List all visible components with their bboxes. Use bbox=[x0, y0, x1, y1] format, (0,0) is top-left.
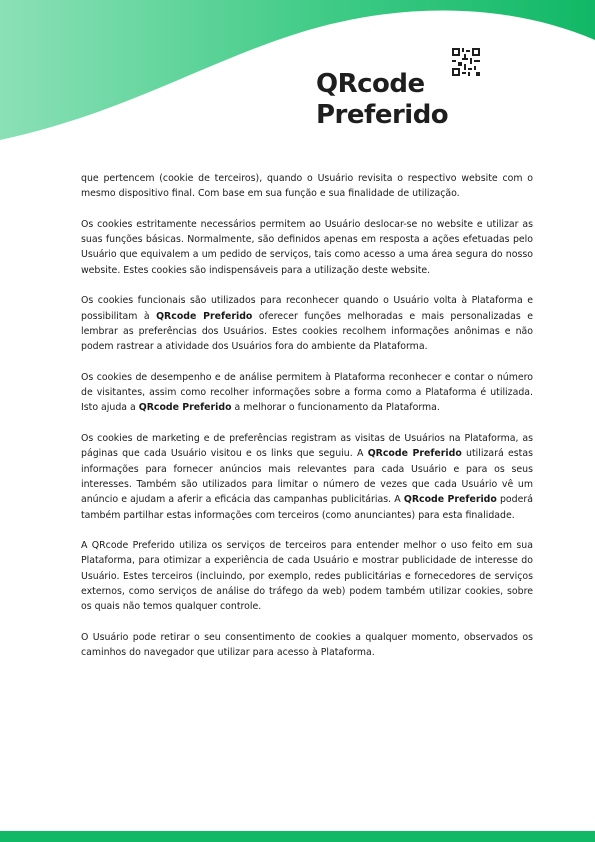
brand-name-text: QRcode Preferido bbox=[367, 448, 462, 460]
paragraph-text: A QRcode Preferido utiliza os serviços de terceiros para entender melhor o uso feito em sua Plataforma, para otimizar a experiência de cada Usuário e mostrar publicidade de interesse do Usuário. Estes terceiros (incluindo, por exemplo, redes publicitárias e fornecedores de serviços externos, como serviços de análise do tráfego da web) podem também utilizar cookies, sobre os quais não temos qualquer controle. bbox=[81, 540, 533, 613]
body-paragraph bbox=[81, 630, 533, 661]
logo-text-line2: Preferido bbox=[316, 100, 449, 130]
body-paragraph bbox=[81, 370, 533, 416]
paragraph-text: que pertencem (cookie de terceiros), quando o Usuário revisita o respectivo website com o mesmo dispositivo final. Com base em sua função e sua finalidade de utilização. bbox=[81, 173, 533, 200]
brand-name-text: QRcode Preferido bbox=[138, 402, 232, 414]
body-paragraph bbox=[81, 217, 533, 278]
footer-bar bbox=[0, 831, 595, 842]
paragraph-text: poderá também partilhar estas informações com terceiros (como anunciantes) para esta finalidade. bbox=[81, 494, 533, 521]
header-wave-decoration bbox=[0, 0, 595, 150]
paragraph-text: a melhorar o funcionamento da Plataforma. bbox=[231, 402, 440, 414]
paragraph-text: Os cookies de marketing e de preferências registram as visitas de Usuários na Plataforma, as páginas que cada Usuário visitou e os links que seguiu. A bbox=[81, 433, 533, 460]
paragraph-text: Os cookies funcionais são utilizados para reconhecer quando o Usuário volta à Plataforma e possibilitam à bbox=[81, 295, 533, 322]
brand-logo bbox=[316, 46, 486, 136]
brand-name-text: QRcode Preferido bbox=[403, 494, 497, 506]
logo-text-line1: QRcode bbox=[316, 69, 425, 99]
brand-name-text: QRcode Preferido bbox=[156, 310, 253, 322]
body-paragraph bbox=[81, 431, 533, 523]
qr-code-icon bbox=[452, 48, 480, 76]
body-paragraph bbox=[81, 171, 533, 202]
body-paragraph bbox=[81, 538, 533, 614]
paragraph-text: oferecer funções melhoradas e mais personalizadas e lembrar as preferências dos Usuários. Estes cookies recolhem informações anônimas e não podem rastrear a atividade dos Usuários fora do ambiente da Plataforma. bbox=[81, 310, 533, 353]
paragraph-text: Os cookies estritamente necessários permitem ao Usuário deslocar-se no website e utilizar as suas funções básicas. Normalmente, são definidos apenas em resposta a ações efetuadas pelo Usuário que equivalem a um pedido de serviços, tais como acesso a uma área segura do nosso website. Estes cookies são indispensáveis para a utilização deste website. bbox=[81, 218, 533, 276]
paragraph-text: O Usuário pode retirar o seu consentimento de cookies a qualquer momento, observados os caminhos do navegador que utilizar para acesso à Plataforma. bbox=[81, 631, 533, 659]
document-body bbox=[81, 171, 533, 676]
paragraph-text: Os cookies de desempenho e de análise permitem à Plataforma reconhecer e contar o número de visitantes, assim como recolher informações sobre a forma como a Plataforma é utilizada. Isto ajuda a bbox=[81, 371, 533, 414]
paragraph-text: utilizará estas informações para fornecer anúncios mais relevantes para cada Usuário e para os seus interesses. Também são utilizados para limitar o número de vezes que cada Usuário vê um anúncio e ajudam a aferir a eficácia das campanhas publicitárias. A bbox=[81, 448, 533, 506]
body-paragraph bbox=[81, 293, 533, 354]
